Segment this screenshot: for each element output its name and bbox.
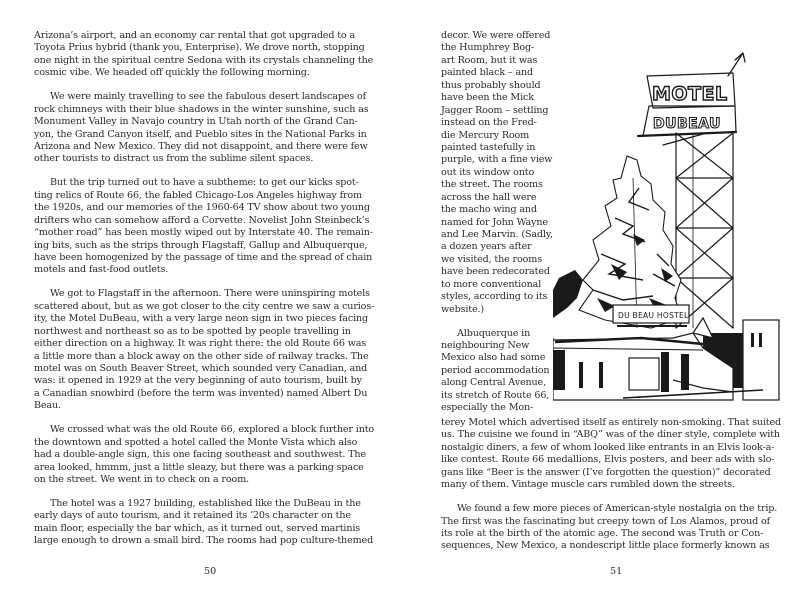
text-line: website.) [441,303,484,315]
text-line: had a double-angle sign, this one facing southeast and southwest. The [34,449,366,461]
text-line: Mexico also had some [441,352,546,364]
right-page-wrapped-text [441,30,553,415]
text-line: us. The cuisine we found in “ABQ” was of the diner style, complete with [441,429,780,441]
text-line: main floor, especially the bar which, as it turned out, served martinis [34,522,361,534]
text-line: other tourists to distract us from the sublime silent spaces. [34,153,314,165]
text-line: to more conventional [441,278,542,290]
text-line: nostalgic diners, a few of whom looked like entrants in an Elvis look-a- [441,441,775,453]
paragraph-gap [34,80,374,92]
text-line: out its window onto [441,166,535,178]
text-line: a little more than a block away on the other side of railway tracks. The [34,350,369,362]
text-line: “mother road” has been mostly wiped out by Interstate 40. The remain- [34,227,373,239]
text-line: gans like “Beer is the answer (I’ve forgotten the question)” decorated [441,466,771,478]
paragraph [34,91,374,166]
text-line: painted black – and [441,67,534,79]
paragraph-gap [34,413,374,425]
text-line: thus probably should [441,79,541,91]
paragraph [441,328,549,415]
text-line: neighbouring New [441,340,530,351]
paragraph [441,30,553,316]
text-line: sequences, New Mexico, a nondescript little place formerly known as [441,540,770,552]
text-line: painted tastefully in [441,141,536,153]
text-line: early days of auto tourism, and it retained its ’20s character on the [34,510,351,522]
text-line: Jagger Room – settling [441,104,549,116]
text-line: Monument Valley in Navajo country in Utah north of the Grand Can- [34,116,358,128]
text-line: period accommodation [441,364,550,376]
pine-tree [579,156,681,328]
sign-tower [676,133,733,328]
text-line: The first was the fascinating but creepy town of Los Alamos, proud of [441,515,771,527]
paragraph [441,503,776,553]
page-number-left: 50 [204,566,217,577]
left-page-body-text [34,30,374,548]
text-line: Albuquerque in [457,327,531,339]
text-line: We got to Flagstaff in the afternoon. There were uninspiring motels [50,288,370,300]
paragraph-gap [34,486,374,498]
paragraph-gap [34,166,374,178]
text-line: like contest. Route 66 medallions, Elvis posters, and beer ads with slo- [441,454,775,466]
text-line: purple, with a fine view [441,154,553,166]
sign-text-dubeau: DUBEAU [653,116,721,132]
text-line: We were mainly travelling to see the fabulous desert landscapes of [50,91,367,103]
text-line: on the street. We went in to check on a room. [34,474,249,485]
text-line: terey Motel which advertised itself as entirely non-smoking. That suited [441,417,782,428]
text-line: yon, the Grand Canyon itself, and Pueblo sites in the National Parks in [34,128,367,140]
text-line: a Canadian snowbird (before the term was invented) named Albert Du [34,387,368,399]
text-line: Arizona and New Mexico. They did not disappoint, and there were few [34,141,368,152]
text-line: have been the Mick [441,92,534,104]
text-line: We crossed what was the old Route 66, explored a block further into [50,424,375,436]
right-page [405,0,810,608]
paragraph [34,30,374,80]
building-sign-text: DU BEAU HOSTEL [618,311,689,320]
page-number-right: 51 [610,566,623,577]
text-line: scattered about, but as we got closer to the city centre we saw a curios- [34,300,375,312]
text-line: Toyota Prius hybrid (thank you, Enterprise). We drove north, stopping [34,42,365,54]
text-line: named for John Wayne [441,216,548,228]
text-line: was: it opened in 1929 at the very beginning of auto tourism, built by [34,375,362,387]
paragraph [441,417,782,492]
text-line: rock chimneys with their blue shadows in the winter sunshine, such as [34,103,369,115]
text-line: one night in the spiritual centre Sedona with its crystals channeling the [34,54,374,66]
text-line: the macho wing and [441,204,537,216]
text-line: its stretch of Route 66, [441,389,550,401]
text-line: cosmic vibe. We headed off quickly the following morning. [34,67,310,79]
text-line: ting relics of Route 66, the fabled Chicago-Los Angeles highway from [34,189,362,201]
text-line: along Central Avenue, [441,377,546,389]
sign-text-motel: MOTEL [652,83,728,105]
text-line: many of them. Vintage muscle cars rumbled down the streets. [441,479,735,491]
text-line: across the hall were [441,191,537,203]
text-line: the downtown and spotted a hotel called the Monte Vista which also [34,436,358,448]
text-line: instead on the Fred- [441,117,537,129]
text-line: large enough to drown a small bird. The rooms had pop culture-themed [34,535,374,547]
text-line: northwest and northeast so as to be spotted by people travelling in [34,325,351,337]
text-line: motels and fast-food outlets. [34,264,169,276]
text-line: especially the Mon- [441,402,534,414]
text-line: We found a few more pieces of American-style nostalgia on the trip. [457,503,778,515]
text-line: Arizona’s airport, and an economy car rental that got upgraded to a [34,30,356,41]
text-line: we visited, the rooms [441,253,542,265]
text-line: its role at the birth of the atomic age. The second was Truth or Con- [441,528,764,539]
paragraph [34,177,374,277]
paragraph-gap [34,277,374,289]
text-line: drifters who can somehow afford a Corvette. Novelist John Steinbeck’s [34,214,370,226]
text-line: the Humphrey Bog- [441,42,535,54]
text-line: Beau. [34,400,61,412]
right-page-full-width-text [441,417,782,553]
text-line: have been homogenized by the passage of time and the spread of chain [34,252,373,263]
paragraph [34,288,374,412]
text-line: ity, the Motel DuBeau, with a very large neon sign in two pieces facing [34,313,369,325]
paragraph-gap [441,492,776,504]
text-line: But the trip turned out to have a subtheme: to get our kicks spot- [50,177,359,189]
text-line: a dozen years after [441,241,532,253]
text-line: The hotel was a 1927 building, established like the DuBeau in the [50,497,361,509]
paragraph [34,498,374,548]
text-line: have been redecorated [441,266,550,278]
text-line: the 1920s, and our memories of the 1960-64 TV show about two young [34,202,370,214]
motel-dubeau-illustration [553,28,785,406]
text-line: die Mercury Room [441,129,530,141]
text-line: styles, according to its [441,291,548,303]
paragraph-gap [441,316,549,328]
text-line: motel was on South Beaver Street, which sounded very Canadian, and [34,363,368,374]
text-line: either direction on a highway. It was right there: the old Route 66 was [34,338,367,350]
text-line: decor. We were offered [441,30,551,41]
text-line: the street. The rooms [441,179,543,191]
text-line: art Room, but it was [441,54,538,66]
text-line: ing bits, such as the strips through Flagstaff, Gallup and Albuquerque, [34,239,368,251]
paragraph [34,424,374,486]
text-line: area looked, hmmm, just a little sleazy, but there was a parking space [34,461,364,473]
text-line: and Lee Marvin. (Sadly, [441,229,553,240]
